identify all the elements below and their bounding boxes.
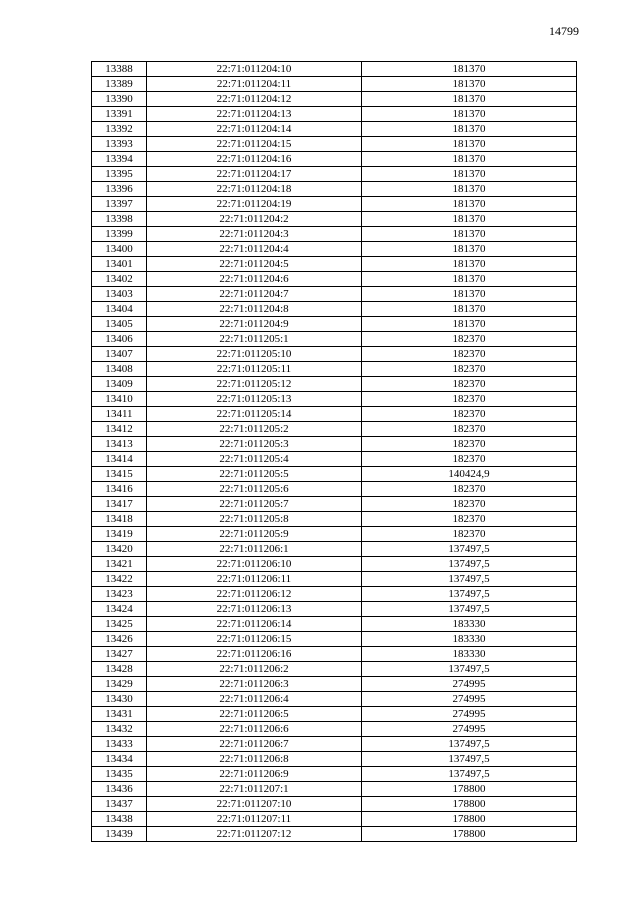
value-cell: 181370: [362, 272, 577, 287]
row-number-cell: 13414: [92, 452, 147, 467]
row-number-cell: 13396: [92, 182, 147, 197]
table-row: [92, 722, 577, 737]
cadastral-number-cell: 22:71:011207:12: [147, 827, 362, 842]
cadastral-number-cell: 22:71:011206:16: [147, 647, 362, 662]
page-number: 14799: [549, 24, 579, 38]
value-cell: 181370: [362, 287, 577, 302]
value-cell: 137497,5: [362, 737, 577, 752]
table-row: [92, 572, 577, 587]
row-number-cell: 13427: [92, 647, 147, 662]
cadastral-number-cell: 22:71:011205:2: [147, 422, 362, 437]
cadastral-number-cell: 22:71:011204:13: [147, 107, 362, 122]
row-number-cell: 13401: [92, 257, 147, 272]
value-cell: 181370: [362, 122, 577, 137]
row-number-cell: 13405: [92, 317, 147, 332]
row-number-cell: 13393: [92, 137, 147, 152]
table-row: [92, 242, 577, 257]
value-cell: 181370: [362, 107, 577, 122]
value-cell: 181370: [362, 257, 577, 272]
row-number-cell: 13395: [92, 167, 147, 182]
value-cell: 181370: [362, 212, 577, 227]
table-row: [92, 617, 577, 632]
table-row: [92, 812, 577, 827]
table-row: [92, 587, 577, 602]
value-cell: 183330: [362, 632, 577, 647]
value-cell: 137497,5: [362, 542, 577, 557]
table-row: [92, 692, 577, 707]
cadastral-number-cell: 22:71:011207:1: [147, 782, 362, 797]
cadastral-number-cell: 22:71:011204:2: [147, 212, 362, 227]
table-row: [92, 497, 577, 512]
table-row: [92, 122, 577, 137]
row-number-cell: 13432: [92, 722, 147, 737]
table-row: [92, 827, 577, 842]
table-row: [92, 377, 577, 392]
value-cell: 182370: [362, 392, 577, 407]
value-cell: 182370: [362, 407, 577, 422]
row-number-cell: 13435: [92, 767, 147, 782]
row-number-cell: 13394: [92, 152, 147, 167]
row-number-cell: 13400: [92, 242, 147, 257]
cadastral-number-cell: 22:71:011206:7: [147, 737, 362, 752]
cadastral-number-cell: 22:71:011204:16: [147, 152, 362, 167]
row-number-cell: 13398: [92, 212, 147, 227]
value-cell: 140424,9: [362, 467, 577, 482]
row-number-cell: 13406: [92, 332, 147, 347]
row-number-cell: 13434: [92, 752, 147, 767]
row-number-cell: 13420: [92, 542, 147, 557]
cadastral-number-cell: 22:71:011204:6: [147, 272, 362, 287]
value-cell: 181370: [362, 317, 577, 332]
cadastral-number-cell: 22:71:011207:10: [147, 797, 362, 812]
table-row: [92, 512, 577, 527]
table-row: [92, 407, 577, 422]
value-cell: 182370: [362, 422, 577, 437]
row-number-cell: 13430: [92, 692, 147, 707]
table-row: [92, 182, 577, 197]
cadastral-number-cell: 22:71:011206:11: [147, 572, 362, 587]
table-row: [92, 92, 577, 107]
table-row: [92, 662, 577, 677]
table-row: [92, 647, 577, 662]
table-row: [92, 527, 577, 542]
row-number-cell: 13408: [92, 362, 147, 377]
value-cell: 274995: [362, 677, 577, 692]
cadastral-number-cell: 22:71:011205:8: [147, 512, 362, 527]
row-number-cell: 13404: [92, 302, 147, 317]
table-row: [92, 737, 577, 752]
row-number-cell: 13399: [92, 227, 147, 242]
row-number-cell: 13390: [92, 92, 147, 107]
row-number-cell: 13433: [92, 737, 147, 752]
table-row: [92, 272, 577, 287]
value-cell: 181370: [362, 227, 577, 242]
value-cell: 182370: [362, 332, 577, 347]
row-number-cell: 13437: [92, 797, 147, 812]
table-row: [92, 317, 577, 332]
row-number-cell: 13426: [92, 632, 147, 647]
table-row: [92, 227, 577, 242]
table-row: [92, 167, 577, 182]
cadastral-number-cell: 22:71:011205:14: [147, 407, 362, 422]
cadastral-number-cell: 22:71:011206:10: [147, 557, 362, 572]
table-row: [92, 302, 577, 317]
row-number-cell: 13388: [92, 62, 147, 77]
row-number-cell: 13421: [92, 557, 147, 572]
table-row: [92, 62, 577, 77]
table-row: [92, 257, 577, 272]
cadastral-number-cell: 22:71:011205:11: [147, 362, 362, 377]
cadastral-number-cell: 22:71:011204:7: [147, 287, 362, 302]
value-cell: 182370: [362, 497, 577, 512]
cadastral-number-cell: 22:71:011205:9: [147, 527, 362, 542]
table-row: [92, 482, 577, 497]
cadastral-number-cell: 22:71:011204:4: [147, 242, 362, 257]
row-number-cell: 13402: [92, 272, 147, 287]
table-row: [92, 152, 577, 167]
cadastral-number-cell: 22:71:011206:13: [147, 602, 362, 617]
value-cell: 274995: [362, 692, 577, 707]
cadastral-number-cell: 22:71:011206:12: [147, 587, 362, 602]
table-row: [92, 677, 577, 692]
row-number-cell: 13429: [92, 677, 147, 692]
value-cell: 182370: [362, 527, 577, 542]
cadastral-number-cell: 22:71:011206:3: [147, 677, 362, 692]
value-cell: 137497,5: [362, 662, 577, 677]
cadastral-number-cell: 22:71:011206:8: [147, 752, 362, 767]
table-row: [92, 137, 577, 152]
row-number-cell: 13439: [92, 827, 147, 842]
cadastral-number-cell: 22:71:011207:11: [147, 812, 362, 827]
row-number-cell: 13412: [92, 422, 147, 437]
row-number-cell: 13428: [92, 662, 147, 677]
value-cell: 181370: [362, 242, 577, 257]
cadastral-number-cell: 22:71:011204:10: [147, 62, 362, 77]
cadastral-number-cell: 22:71:011205:4: [147, 452, 362, 467]
cadastral-number-cell: 22:71:011205:12: [147, 377, 362, 392]
row-number-cell: 13407: [92, 347, 147, 362]
cadastral-number-cell: 22:71:011205:5: [147, 467, 362, 482]
value-cell: 182370: [362, 347, 577, 362]
value-cell: 178800: [362, 812, 577, 827]
row-number-cell: 13423: [92, 587, 147, 602]
value-cell: 137497,5: [362, 602, 577, 617]
value-cell: 182370: [362, 482, 577, 497]
value-cell: 183330: [362, 647, 577, 662]
row-number-cell: 13417: [92, 497, 147, 512]
table-row: [92, 437, 577, 452]
value-cell: 137497,5: [362, 572, 577, 587]
value-cell: 182370: [362, 512, 577, 527]
value-cell: 274995: [362, 722, 577, 737]
table-row: [92, 212, 577, 227]
value-cell: 137497,5: [362, 752, 577, 767]
row-number-cell: 13438: [92, 812, 147, 827]
table-row: [92, 602, 577, 617]
table-row: [92, 107, 577, 122]
value-cell: 181370: [362, 92, 577, 107]
cadastral-number-cell: 22:71:011204:5: [147, 257, 362, 272]
cadastral-number-cell: 22:71:011206:5: [147, 707, 362, 722]
cadastral-number-cell: 22:71:011204:11: [147, 77, 362, 92]
registry-table: [91, 61, 577, 842]
value-cell: 178800: [362, 827, 577, 842]
row-number-cell: 13424: [92, 602, 147, 617]
table-row: [92, 197, 577, 212]
table-row: [92, 362, 577, 377]
cadastral-number-cell: 22:71:011204:9: [147, 317, 362, 332]
cadastral-number-cell: 22:71:011206:4: [147, 692, 362, 707]
value-cell: 181370: [362, 62, 577, 77]
value-cell: 182370: [362, 362, 577, 377]
value-cell: 181370: [362, 137, 577, 152]
cadastral-number-cell: 22:71:011204:12: [147, 92, 362, 107]
row-number-cell: 13419: [92, 527, 147, 542]
registry-table-body: [92, 62, 577, 842]
row-number-cell: 13415: [92, 467, 147, 482]
table-row: [92, 797, 577, 812]
value-cell: 181370: [362, 182, 577, 197]
cadastral-number-cell: 22:71:011204:19: [147, 197, 362, 212]
cadastral-number-cell: 22:71:011206:14: [147, 617, 362, 632]
row-number-cell: 13391: [92, 107, 147, 122]
table-row: [92, 752, 577, 767]
cadastral-number-cell: 22:71:011205:10: [147, 347, 362, 362]
cadastral-number-cell: 22:71:011204:8: [147, 302, 362, 317]
value-cell: 178800: [362, 797, 577, 812]
row-number-cell: 13411: [92, 407, 147, 422]
table-row: [92, 767, 577, 782]
table-row: [92, 422, 577, 437]
value-cell: 181370: [362, 302, 577, 317]
table-row: [92, 467, 577, 482]
row-number-cell: 13413: [92, 437, 147, 452]
row-number-cell: 13416: [92, 482, 147, 497]
row-number-cell: 13418: [92, 512, 147, 527]
table-row: [92, 347, 577, 362]
value-cell: 182370: [362, 437, 577, 452]
row-number-cell: 13392: [92, 122, 147, 137]
table-row: [92, 632, 577, 647]
table-row: [92, 782, 577, 797]
value-cell: 181370: [362, 77, 577, 92]
cadastral-number-cell: 22:71:011205:3: [147, 437, 362, 452]
value-cell: 182370: [362, 452, 577, 467]
row-number-cell: 13410: [92, 392, 147, 407]
cadastral-number-cell: 22:71:011204:14: [147, 122, 362, 137]
row-number-cell: 13425: [92, 617, 147, 632]
value-cell: 137497,5: [362, 767, 577, 782]
row-number-cell: 13436: [92, 782, 147, 797]
table-row: [92, 332, 577, 347]
value-cell: 181370: [362, 197, 577, 212]
cadastral-number-cell: 22:71:011204:3: [147, 227, 362, 242]
cadastral-number-cell: 22:71:011205:1: [147, 332, 362, 347]
cadastral-number-cell: 22:71:011204:15: [147, 137, 362, 152]
value-cell: 137497,5: [362, 557, 577, 572]
cadastral-number-cell: 22:71:011205:6: [147, 482, 362, 497]
cadastral-number-cell: 22:71:011206:1: [147, 542, 362, 557]
value-cell: 137497,5: [362, 587, 577, 602]
table-row: [92, 542, 577, 557]
table-row: [92, 452, 577, 467]
row-number-cell: 13389: [92, 77, 147, 92]
table-row: [92, 557, 577, 572]
value-cell: 181370: [362, 152, 577, 167]
table-row: [92, 77, 577, 92]
cadastral-number-cell: 22:71:011204:17: [147, 167, 362, 182]
row-number-cell: 13431: [92, 707, 147, 722]
cadastral-number-cell: 22:71:011204:18: [147, 182, 362, 197]
value-cell: 274995: [362, 707, 577, 722]
value-cell: 183330: [362, 617, 577, 632]
cadastral-number-cell: 22:71:011205:7: [147, 497, 362, 512]
cadastral-number-cell: 22:71:011206:2: [147, 662, 362, 677]
row-number-cell: 13397: [92, 197, 147, 212]
row-number-cell: 13409: [92, 377, 147, 392]
cadastral-number-cell: 22:71:011205:13: [147, 392, 362, 407]
cadastral-number-cell: 22:71:011206:9: [147, 767, 362, 782]
value-cell: 182370: [362, 377, 577, 392]
cadastral-number-cell: 22:71:011206:15: [147, 632, 362, 647]
row-number-cell: 13403: [92, 287, 147, 302]
value-cell: 181370: [362, 167, 577, 182]
value-cell: 178800: [362, 782, 577, 797]
table-row: [92, 707, 577, 722]
cadastral-number-cell: 22:71:011206:6: [147, 722, 362, 737]
table-row: [92, 287, 577, 302]
row-number-cell: 13422: [92, 572, 147, 587]
table-row: [92, 392, 577, 407]
